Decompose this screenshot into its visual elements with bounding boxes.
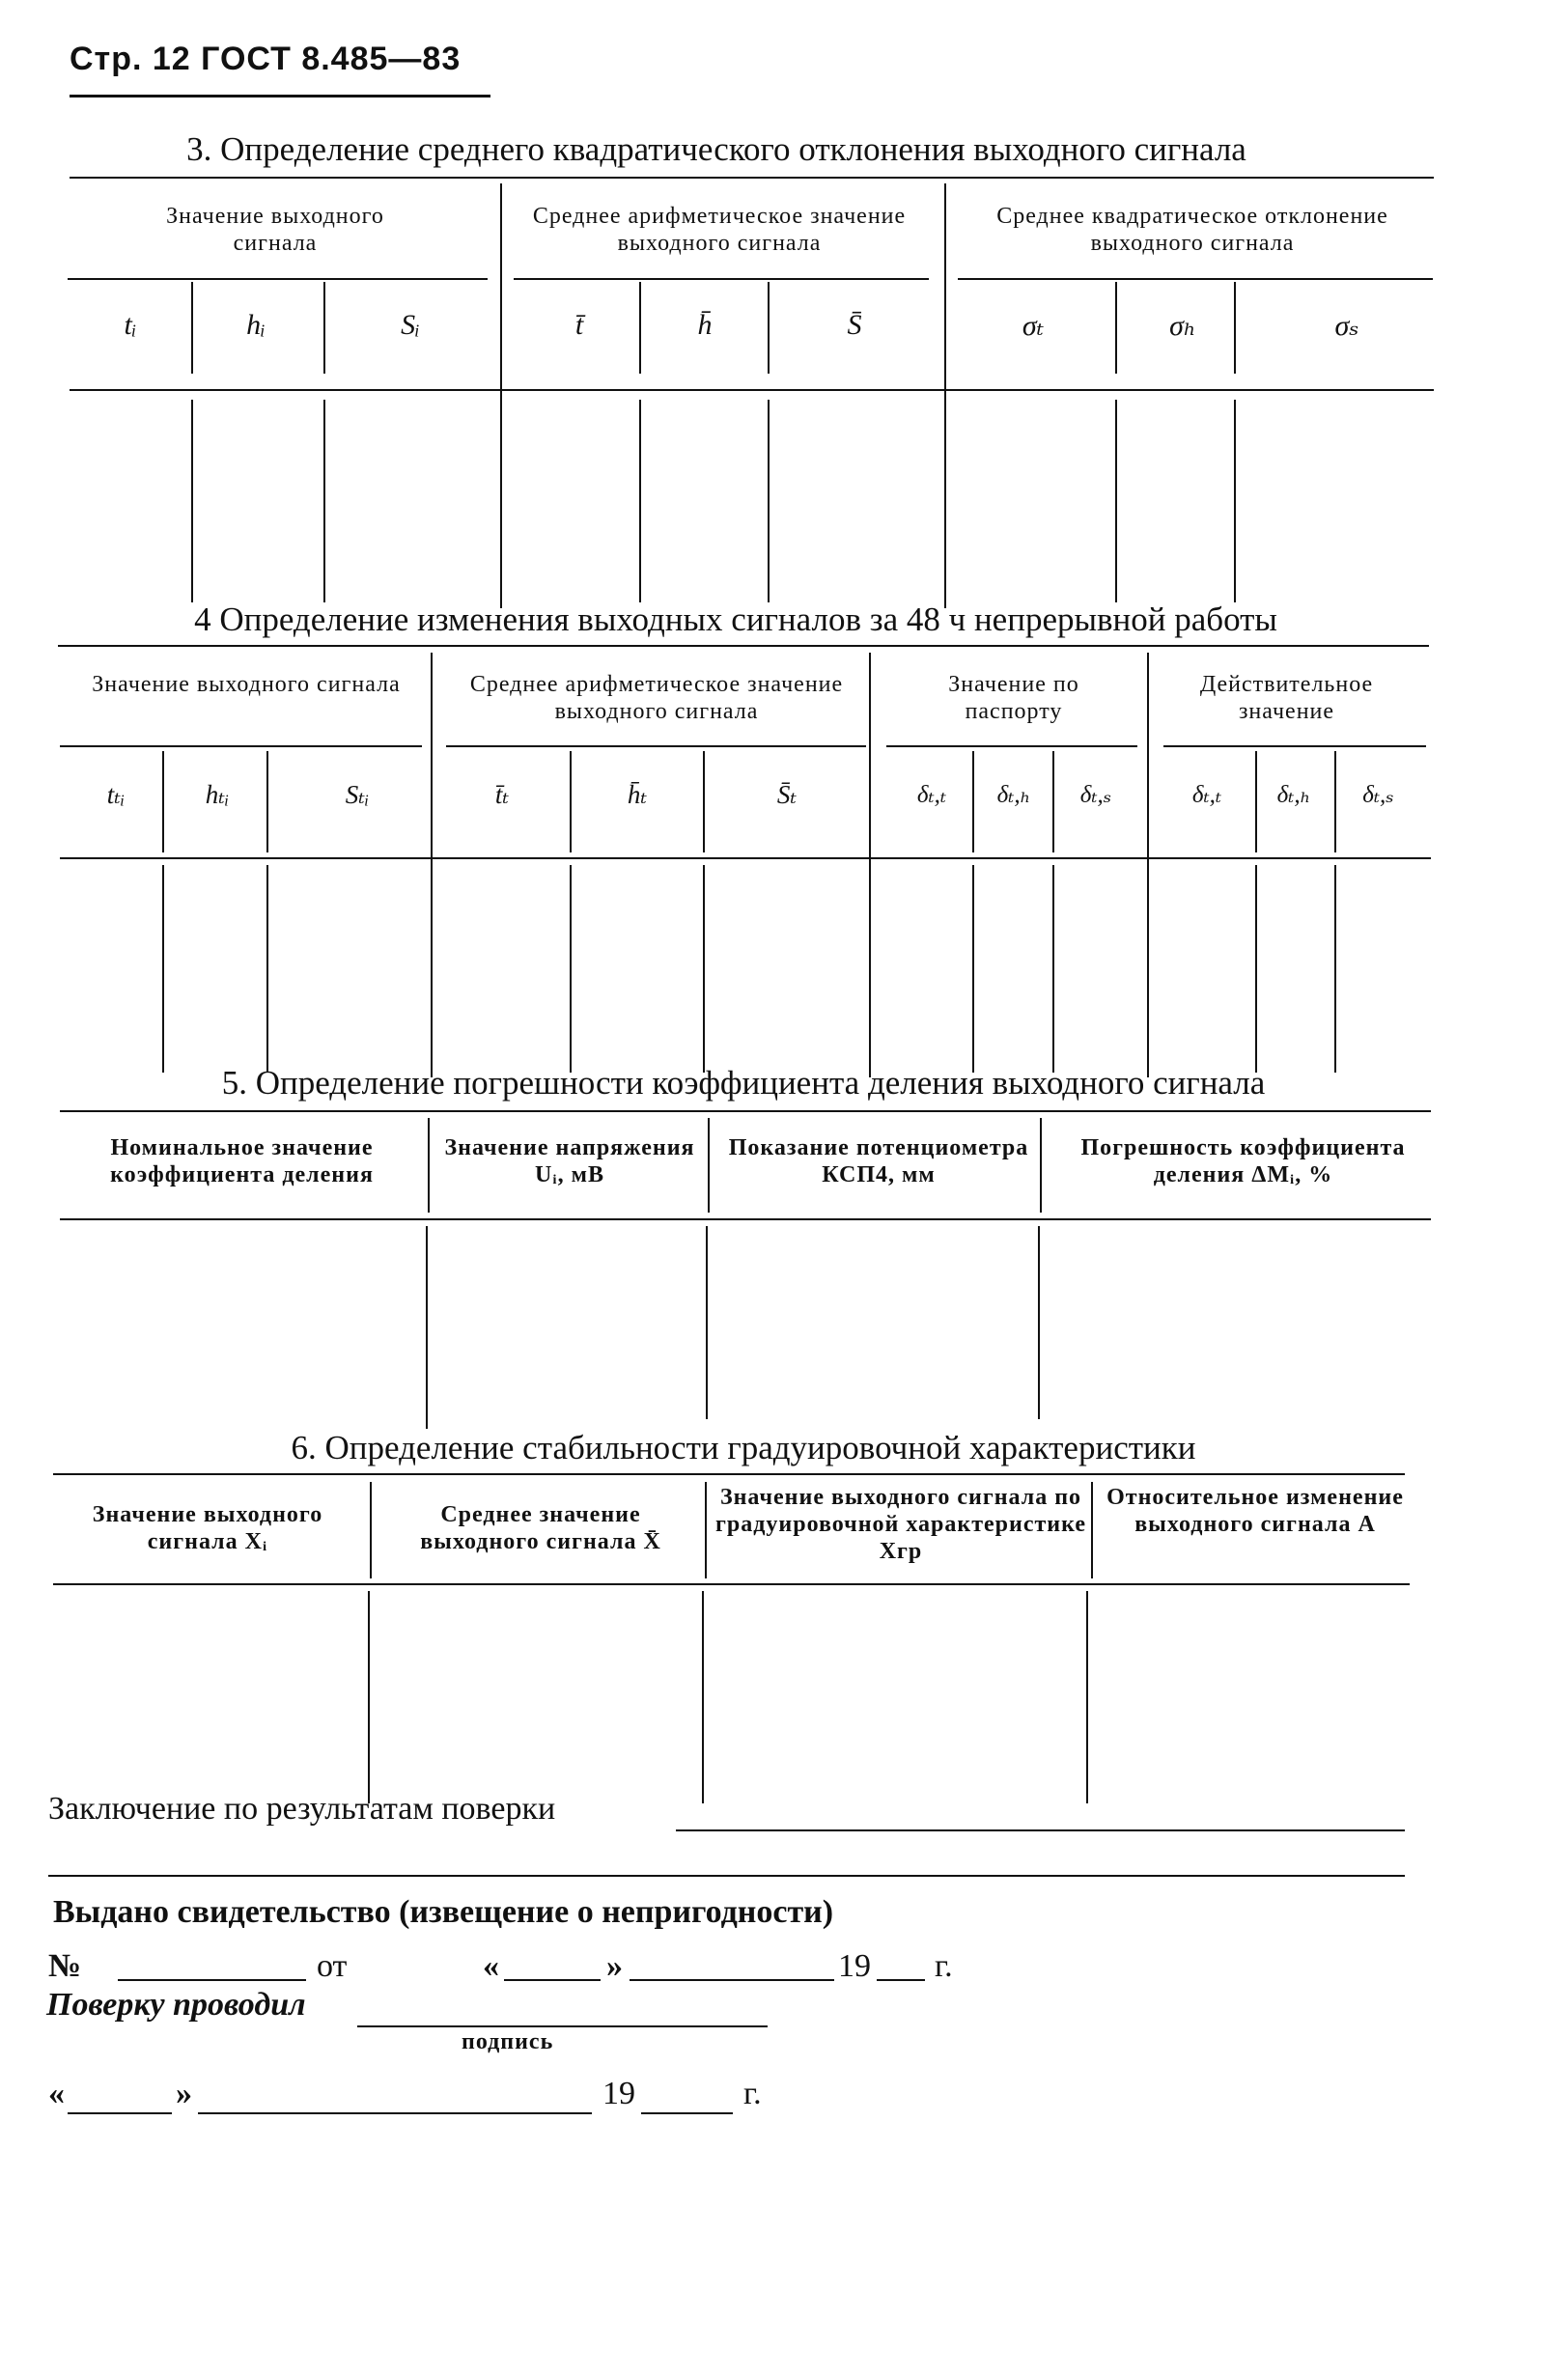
s3-vline <box>639 282 641 374</box>
s4-vline <box>1334 865 1336 1073</box>
signature-field[interactable] <box>357 2025 768 2027</box>
s4-col-delta-ts: δₜ,ₛ <box>1079 782 1112 808</box>
s3-vline <box>191 282 193 374</box>
s6-vline <box>705 1482 707 1578</box>
s3-header-bottom-rule <box>70 389 1434 391</box>
s4-vline <box>431 653 433 1077</box>
s4-vline <box>1255 865 1257 1073</box>
year2-prefix: 19 <box>602 2076 635 2111</box>
header-underline <box>70 95 490 98</box>
s3-col-sigma-t: σₜ <box>1022 310 1045 342</box>
date2-quote-close: » <box>176 2076 192 2111</box>
s4-vline <box>1052 751 1054 852</box>
s4-vline <box>1334 751 1336 852</box>
s4-subrule-3 <box>886 745 1137 747</box>
s4-group-1: Значение выходного сигнала <box>92 672 401 697</box>
year2-suffix: г. <box>743 2076 762 2111</box>
s4-col-ttbar: t̄ₜ <box>494 780 510 809</box>
s3-col-sigma-h: σₕ <box>1169 310 1196 342</box>
s6-header-bottom-rule <box>53 1583 1410 1585</box>
day-field[interactable] <box>504 1979 601 1981</box>
s6-vline <box>702 1591 704 1803</box>
s4-top-rule <box>58 645 1429 647</box>
section-3-title: 3. Определение среднего квадратического отклонения выходного сигнала <box>186 130 1246 168</box>
s4-col-delta-th: δₜ,ₕ <box>996 782 1031 808</box>
s5-vline <box>706 1226 708 1419</box>
s5-top-rule <box>60 1110 1431 1112</box>
signature-caption: подпись <box>462 2029 554 2054</box>
year-suffix: г. <box>935 1948 953 1984</box>
s4-vline <box>972 751 974 852</box>
s5-vline <box>708 1118 710 1213</box>
s3-vline <box>1115 282 1117 374</box>
s3-col-sbar: S̄ <box>847 309 862 341</box>
s6-vline <box>1091 1482 1093 1578</box>
s4-group-3: Значение по паспорту <box>948 672 1079 724</box>
s3-group-1: Значение выходного сигнала <box>166 204 384 256</box>
s4-vline <box>869 653 871 1077</box>
s5-vline <box>1038 1226 1040 1419</box>
s3-col-h: hᵢ <box>246 309 266 341</box>
s4-vline <box>1052 865 1054 1073</box>
s4-subrule-1 <box>60 745 422 747</box>
number-label: № <box>48 1948 82 1984</box>
s4-vline <box>703 865 705 1073</box>
s4-col-hti: hₜᵢ <box>205 780 230 809</box>
s4-subrule-4 <box>1163 745 1426 747</box>
s3-col-t: tᵢ <box>124 309 137 341</box>
s4-vline <box>162 865 164 1073</box>
s4-vline <box>1147 653 1149 1077</box>
s4-vline <box>570 865 572 1073</box>
s6-col-4: Относительное изменение выходного сигнала A <box>1106 1485 1404 1537</box>
s5-col-4: Погрешность коэффициента деления ΔMᵢ, % <box>1080 1135 1406 1187</box>
s5-col-2: Значение напряжения Uᵢ, мВ <box>444 1135 695 1187</box>
s3-subrule-3 <box>958 278 1433 280</box>
s4-col-sti: Sₜᵢ <box>345 780 370 809</box>
date-quote-close: » <box>606 1948 623 1984</box>
from-label: от <box>317 1948 348 1984</box>
s3-top-rule <box>70 177 1434 179</box>
s4-col-delta-tt: δₜ,ₜ <box>916 782 947 808</box>
s4-vline <box>266 865 268 1073</box>
s4-vline <box>570 751 572 852</box>
s3-vline <box>323 282 325 374</box>
issued-label: Выдано свидетельство (извещение о непригодности) <box>53 1894 834 1930</box>
s5-header-bottom-rule <box>60 1218 1431 1220</box>
s5-vline <box>1040 1118 1042 1213</box>
s6-vline <box>368 1591 370 1803</box>
verifier-label: Поверку проводил <box>46 1987 306 2023</box>
s6-vline <box>1086 1591 1088 1803</box>
s6-col-2: Среднее значение выходного сигнала X̄ <box>420 1502 661 1554</box>
year-prefix: 19 <box>838 1948 871 1984</box>
s3-col-hbar: h̄ <box>697 309 713 341</box>
conclusion-line-2[interactable] <box>48 1875 1405 1877</box>
day2-field[interactable] <box>68 2112 172 2114</box>
s3-vline <box>944 183 946 608</box>
s4-subrule-2 <box>446 745 866 747</box>
s4-col-tti: tₜᵢ <box>106 780 126 809</box>
s3-subrule-2 <box>514 278 929 280</box>
s4-vline <box>703 751 705 852</box>
s4-col-delta-tt-actual: δₜ,ₜ <box>1191 782 1222 808</box>
s4-vline <box>1255 751 1257 852</box>
date2-quote-open: « <box>48 2076 65 2111</box>
page-header: Стр. 12 ГОСТ 8.485—83 <box>70 41 462 77</box>
s4-group-2: Среднее арифметическое значение выходного сигнала <box>469 672 844 724</box>
s4-col-delta-ts-actual: δₜ,ₛ <box>1362 782 1394 808</box>
month-field[interactable] <box>630 1979 834 1981</box>
s3-vline <box>500 183 502 608</box>
conclusion-label: Заключение по результатам поверки <box>48 1791 556 1827</box>
section-6-title: 6. Определение стабильности градуировочной характеристики <box>291 1429 1196 1466</box>
s6-vline <box>370 1482 372 1578</box>
conclusion-line[interactable] <box>676 1829 1405 1831</box>
s3-vline <box>1234 282 1236 374</box>
s4-header-bottom-rule <box>60 857 1431 859</box>
s6-top-rule <box>53 1473 1405 1475</box>
s5-col-3: Показание потенциометра КСП4, мм <box>728 1135 1029 1187</box>
s3-subrule-1 <box>68 278 488 280</box>
s3-group-3: Среднее квадратическое отклонение выходного сигнала <box>996 204 1388 256</box>
year-field[interactable] <box>877 1979 925 1981</box>
s4-group-4: Действительное значение <box>1199 672 1374 724</box>
s3-col-tbar: t̄ <box>574 309 584 341</box>
s6-col-1: Значение выходного сигнала Xᵢ <box>92 1502 323 1554</box>
section-4-title: 4 Определение изменения выходных сигналов за 48 ч непрерывной работы <box>194 600 1277 638</box>
s5-vline <box>428 1118 430 1213</box>
date-quote-open: « <box>483 1948 499 1984</box>
s3-vline <box>1234 400 1236 602</box>
s3-vline <box>768 282 770 374</box>
s3-group-2: Среднее арифметическое значение выходного сигнала <box>532 204 907 256</box>
s5-vline <box>426 1226 428 1429</box>
s3-vline <box>1115 400 1117 602</box>
s4-vline <box>972 865 974 1073</box>
s3-vline <box>191 400 193 602</box>
s3-col-s: Sᵢ <box>401 309 420 341</box>
s3-col-sigma-s: σₛ <box>1334 310 1359 342</box>
s6-col-3: Значение выходного сигнала по градуировочной характеристике Xгр <box>715 1485 1086 1564</box>
s4-col-htbar: h̄ₜ <box>627 780 648 809</box>
s3-vline <box>323 400 325 602</box>
s4-col-delta-th-actual: δₜ,ₕ <box>1276 782 1311 808</box>
s5-col-1: Номинальное значение коэффициента деления <box>110 1135 374 1187</box>
s3-vline <box>768 400 770 602</box>
year2-field[interactable] <box>641 2112 733 2114</box>
section-5-title: 5. Определение погрешности коэффициента деления выходного сигнала <box>221 1064 1266 1102</box>
month2-field[interactable] <box>198 2112 592 2114</box>
s4-col-stbar: S̄ₜ <box>776 780 798 809</box>
s4-vline <box>266 751 268 852</box>
s3-vline <box>639 400 641 602</box>
number-field[interactable] <box>118 1979 306 1981</box>
s4-vline <box>162 751 164 852</box>
